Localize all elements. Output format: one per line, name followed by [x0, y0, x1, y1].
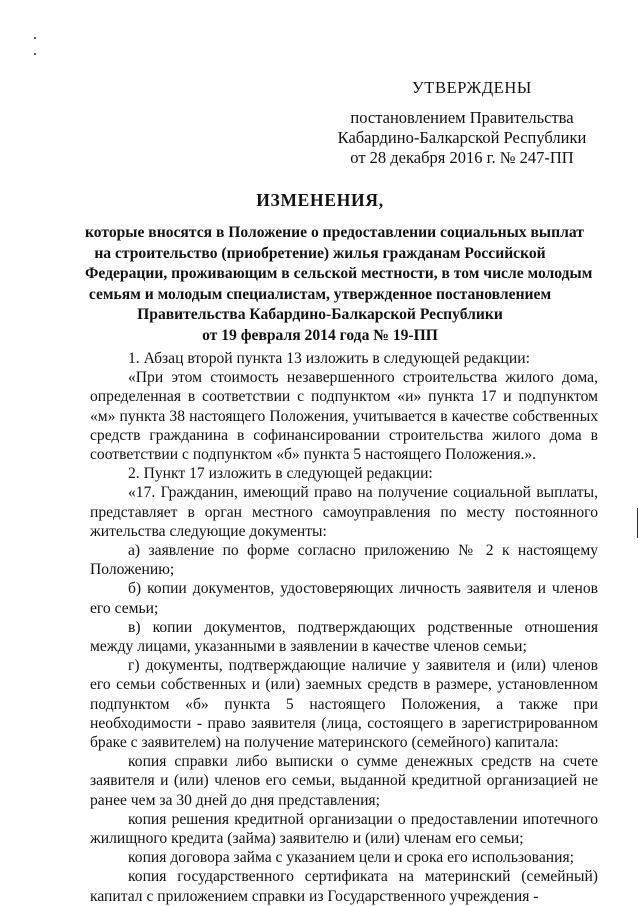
document-title: ИЗМЕНЕНИЯ, [256, 190, 384, 210]
approval-line: Кабардино-Балкарской Республики [337, 128, 587, 147]
document-subtitle [85, 223, 593, 346]
approval-line: постановлением Правительства [350, 108, 574, 127]
subtitle-line: Федерации, проживающим в сельской местности, в том числе молодым [85, 265, 593, 282]
subtitle-line: семьям и молодым специалистам, утвержденное постановлением [88, 285, 552, 303]
list-item: копия решения кредитной организации о предоставлении ипотечного жилищного кредита (займа) заявителю и (или) членам его семьи; [90, 810, 598, 848]
scan-speck [34, 53, 36, 55]
subtitle-line: которые вносятся в Положение о предоставлении социальных выплат [85, 224, 584, 241]
scan-speck [34, 37, 36, 39]
paragraph: «При этом стоимость незавершенного строительства жилого дома, определенная в соответствии с подпунктом «и» пункта 17 и подпунктом «м» пункта 38 настоящего Положения, учитывается в качестве собственных средств гражданина в софинансировании строительства жилого дома в соответствии с подпунктом «б» пункта 5 настоящего Положения.». [90, 369, 598, 464]
list-item: копия государственного сертификата на материнский (семейный) капитал с приложением справки из Государственного учреждения - [90, 868, 598, 905]
document-body [90, 349, 598, 906]
approval-heading: УТВЕРЖДЕНЫ [412, 78, 532, 97]
paragraph: «17. Гражданин, имеющий право на получение социальной выплаты, представляет в орган местного самоуправления по месту постоянного жительства следующие документы: [90, 484, 598, 540]
scan-edge-mark [637, 508, 638, 538]
approval-line: от 28 декабря 2016 г. № 247-ПП [350, 148, 574, 167]
paragraph: 2. Пункт 17 изложить в следующей редакции: [128, 465, 433, 483]
paragraph: 1. Абзац второй пункта 13 изложить в следующей редакции: [128, 350, 530, 367]
subtitle-line: Правительства Кабардино-Балкарской Республики [137, 306, 503, 323]
list-item: б) копии документов, удостоверяющих личность заявителя и членов его семьи; [90, 580, 598, 617]
list-item: копия договора займа с указанием цели и срока его использования; [128, 849, 574, 867]
list-item: а) заявление по форме согласно приложению № 2 к настоящему Положению; [90, 542, 598, 579]
subtitle-line: на строительство (приобретение) жилья гражданам Российской [94, 244, 546, 262]
list-item: г) документы, подтверждающие наличие у заявителя и (или) членов его семьи собственных и (или) заемных средств в размере, установленном подпунктом «б» пункта 5 настоящего Положения, а также при необходимости - право заявителя (лица, состоящего в зарегистрированном браке с заявителем) на получение материнского (семейного) капитала: [90, 657, 598, 752]
list-item: копия справки либо выписки о сумме денежных средств на счете заявителя и (или) членов его семьи, выданной кредитной организацией не ранее чем за 30 дней до дня представления; [90, 753, 598, 809]
list-item: в) копии документов, подтверждающих родственные отношения между лицами, указанными в заявлении в качестве членов семьи; [90, 618, 598, 656]
subtitle-line: от 19 февраля 2014 года № 19-ПП [202, 326, 438, 344]
